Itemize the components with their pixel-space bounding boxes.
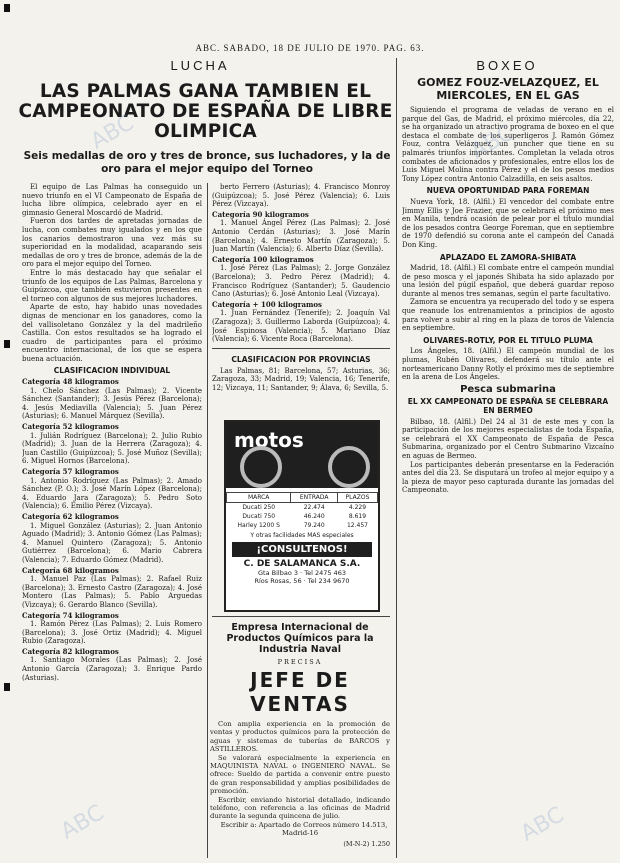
job-body-paragraph: Escribir, enviando historial detallado, indicando teléfono, con referencia a las oficinas de Madrid durante la segunda quincena de julio.	[210, 795, 390, 821]
margin-mark	[4, 340, 10, 348]
weight-category: Categoría 52 kilogramos	[22, 422, 119, 432]
category-results: 1. Manuel Paz (Las Palmas); 2. Rafael Ruiz (Barcelona); 3. Ernesto Castro (Zaragoza); 4. José Montero (Las Palmas); 5. Pablo Arguedas (Vizcaya); 6. Gerardo Blanco (Sevilla).	[22, 575, 202, 609]
price-table-header: PLAZOS	[337, 493, 377, 503]
weight-category: Categoría 82 kilogramos	[22, 646, 119, 656]
watermark: ABC	[466, 120, 519, 165]
price-table-row	[227, 521, 378, 530]
wheel-icon	[328, 446, 370, 488]
watermark: ABC	[86, 110, 139, 155]
job-apply: Escribir a: Apartado de Correos número 14.513, Madrid-16	[220, 820, 388, 838]
job-body-paragraph: Se valorará especialmente la experiencia en MAQUINISTA NAVAL o INGENIERO NAVAL. Se ofrece: Sueldo de partida a convenir entre puesto de gran responsabilidad y amplias posibilidades de promoción.	[210, 753, 390, 796]
rule	[212, 616, 390, 617]
category-results: berto Ferrero (Asturias); 4. Francisco Monroy (Guipúzcoa); 5. José Pérez (Valencia); 6. Luis Pérez (Vizcaya).	[212, 183, 390, 209]
lucha-intro-paragraph: Entre lo más destacado hay que señalar el triunfo de los equipos de Las Palmas, Barcelona y Guipúzcoa, que también estuvieron presentes en el torneo con algunos de sus mejores luchadores.	[22, 268, 202, 303]
results-list	[212, 183, 390, 343]
motos-brand: motos	[234, 428, 304, 452]
category-results: 1. Antonio Rodríguez (Las Palmas); 2. Amado Sánchez (P. O.); 3. José Marín López (Barcelona); 4. Eduardo Jara (Zaragoza); 5. Pedro Soto (Valencia); 6. Emilio Pérez (Vizcaya).	[22, 476, 202, 511]
price-table-cell: 22.474	[303, 504, 325, 511]
watermark: ABC	[56, 800, 109, 845]
price-table-cell: 12.457	[346, 522, 368, 529]
lucha-subhead: Seis medallas de oro y tres de bronce, sus luchadores, y la de oro para el mejor equipo del Torneo	[23, 150, 391, 175]
motos-cta: ¡CONSULTENOS!	[232, 542, 372, 557]
weight-category: Categoría 48 kilogramos	[22, 377, 119, 387]
pesca-paragraph: Los participantes deberán presentarse en la Federación antes del día 23. Se disputará un trofeo al mejor equipo y a la pieza de mayor peso capturada durante las jornadas del Campeonato.	[402, 460, 614, 495]
weight-category: Categoría 62 kilogramos	[22, 511, 119, 521]
weight-category: Categoría 100 kilogramos	[212, 254, 314, 264]
category-results: 1. Chelo Sánchez (Las Palmas); 2. Vicente Sánchez (Santander); 3. Jesús Pérez (Barcelona); 4. Jesús Mediavilla (Valencia); 5. Juan Pérez (Asturias); 6. Manuel Márquez (Sevilla).	[22, 386, 202, 421]
price-table-cell: Harley 1200 S	[237, 522, 280, 529]
job-advert	[210, 622, 390, 858]
rule	[212, 348, 390, 349]
category-results: 1. Juan Fernández (Tenerife); 2. Joaquín Val (Zaragoza); 3. Guillermo Laborda (Guipúzcoa); 4. José Espinosa (Valencia); 5. Mariano Díaz (Valencia); 6. Vicente Roca (Barcelona).	[212, 309, 390, 343]
section-label-boxeo: BOXEO	[476, 58, 538, 73]
price-table-header: ENTRADA	[291, 493, 338, 503]
clasificacion-individual-title: CLASIFICACION INDIVIDUAL	[53, 366, 171, 376]
boxeo-paragraph: Los Ángeles, 18. (Alfil.) El campeón mundial de los plumas, Rubén Olivares, defenderá su título ante el norteamericano Danny Rotly el próximo mes de septiembre en la arena de Los Ángeles.	[402, 347, 614, 382]
price-table-cell: Ducati 250	[242, 504, 276, 511]
weight-category: Categoría 68 kilogramos	[22, 565, 119, 575]
price-table-cell: 79.240	[303, 522, 325, 529]
watermark: ABC	[516, 802, 569, 847]
weight-category: Categoría 57 kilogramos	[22, 467, 119, 476]
pesca-section-title: Pesca submarina	[460, 383, 556, 395]
boxeo-paragraph: Siguiendo el programa de veladas de verano en el parque del Gas, de Madrid, el próximo miércoles, día 22, se ha organizado un atractivo programa de boxeo en el que destaca el combate de los superligeros J. Ramón Gómez Fouz, contra Velázquez, un puncher que tiene en su palmarés triunfos importantes. Completan la velada otros combates de aficionados y profesionales, entre ellos los de Luis Miguel Molina contra Pérez y el de los pesos medios Tony López contra Antonio Calzadilla, en seis asaltos.	[402, 106, 614, 183]
weight-category: Categoría 90 kilogramos	[212, 209, 309, 219]
section-label-lucha: LUCHA	[170, 58, 230, 73]
job-role: JEFE DE VENTAS	[250, 668, 350, 716]
category-results: 1. Manuel Ángel Pérez (Las Palmas); 2. José Antonio Cerdán (Asturias); 3. José Marín (Barcelona); 4. Ernesto Martín (Zaragoza); 5. Juan Martín (Valencia); 6. Alberto Díaz (Sevilla).	[212, 219, 390, 254]
job-ref: (M-N-2) 1.250	[343, 839, 390, 848]
boxeo-paragraph: Nueva York, 18. (Alfil.) El vencedor del combate entre Jimmy Ellis y Joe Frazier, que se celebrará el próximo mes en Manila, tendrá ocasión de pelear por el título mundial de los pesados contra George Foreman, que en septiembre de 1970 defendió su corona ante el campeón del Canadá Don King.	[402, 197, 614, 249]
motos-footnote: Y otras facilidades MAS especiales	[250, 532, 354, 539]
price-table-cell: 46.240	[303, 513, 325, 520]
category-results: 1. José Pérez (Las Palmas); 2. Jorge González (Barcelona); 3. Pedro Pérez (Madrid); 4. Francisco Rodríguez (Santander); 5. Gaudencio Cano (Asturias); 6. José Antonio Leal (Vizcaya).	[212, 264, 390, 299]
motos-price-table	[226, 492, 378, 530]
motos-advert	[224, 420, 380, 612]
motos-address: Ríos Rosas, 56 · Tel 234 9670	[254, 577, 350, 585]
boxeo-subhead: APLAZADO EL ZAMORA-SHIBATA	[439, 252, 577, 262]
boxeo-paragraph: Zamora se encuentra ya recuperado del todo y se espera que reanude los entrenamientos a principios de agosto para volver a subir al ring en la plaza de toros de Valencia en septiembre.	[402, 298, 614, 333]
category-results: 1. Julián Rodríguez (Barcelona); 2. Julio Rubio (Madrid); 3. Juan de la Herrera (Zaragoza); 4. Juan Castillo (Guipúzcoa); 5. José Muñoz (Sevilla); 6. Miguel Hornos (Barcelona).	[22, 431, 202, 466]
price-table-row	[227, 503, 378, 513]
price-table-header: MARCA	[227, 493, 291, 503]
wheel-icon	[240, 446, 282, 488]
motos-photo	[226, 422, 378, 488]
price-table-cell: 4.229	[348, 504, 367, 511]
running-head: ABC. SABADO, 18 DE JULIO DE 1970. PAG. 63.	[195, 43, 425, 53]
motos-address: Gta Bilbao 3 · Tel 2475 463	[258, 569, 346, 577]
category-results: 1. Santiago Morales (Las Palmas); 2. José Antonio García (Zaragoza); 3. Enrique Pardo (Asturias).	[22, 656, 202, 682]
pesca-paragraph: Bilbao, 18. (Alfil.) Del 24 al 31 de este mes y con la participación de los mejores especialistas de toda España, se celebrará el XX Campeonato de España de Pesca Submarina, organizado por el Centro Submarino Vizcaíno en aguas de Bermeo.	[402, 417, 614, 460]
job-body-paragraph: Con amplia experiencia en la promoción de ventas y productos químicos para la protección de aguas y sistemas de tuberías de BARCOS y ASTILLEROS.	[210, 720, 390, 754]
provincias-title: CLASIFICACION POR PROVINCIAS	[231, 355, 371, 364]
results-list	[22, 378, 202, 682]
lucha-intro-paragraph: Aparte de esto, hay habido unas novedades dignas de mencionar en los ganadores, como la del vallisoletano González y la del madrileño Castilla. Con estos resultados se ha logrado el cuadro de participantes para el próximo encuentro internacional, de los que se espera buena actuación.	[22, 303, 202, 363]
job-precisa: PRECISA	[277, 658, 323, 666]
boxeo-headline: GOMEZ FOUZ-VELAZQUEZ, EL MIERCOLES, EN EL GAS	[417, 76, 599, 102]
lucha-intro-paragraph: El equipo de Las Palmas ha conseguido un nuevo triunfo en el VI Campeonato de España de lucha libre olímpica, celebrado ayer en el gimnasio General Moscardó de Madrid.	[22, 183, 202, 217]
boxeo-column	[402, 106, 614, 858]
lucha-column-2	[212, 183, 390, 343]
boxeo-subhead: OLIVARES-ROTLY, POR EL TITULO PLUMA	[423, 335, 593, 345]
provincias-text: Las Palmas, 81; Barcelona, 57; Asturias, 36; Zaragoza, 33; Madrid, 19; Valencia, 16; Tenerife, 12; Vizcaya, 11; Santander, 9; Álava, 6; Sevilla, 5.	[212, 366, 390, 392]
corner-mark	[4, 4, 10, 12]
margin-mark	[4, 683, 10, 691]
boxeo-paragraph: Madrid, 18. (Alfil.) El combate entre el campeón mundial de peso mosca y el japonés Shibata ha sido aplazado por una lesión del púgil español, que deberá guardar reposo durante al menos tres semanas, según el parte facultativo.	[402, 264, 614, 298]
lucha-intro-paragraph: Fueron dos tardes de apretadas jornadas de lucha, con combates muy igualados y en los que los canarios demostraron una vez más su superioridad en la modalidad, acaparando seis medallas de oro y tres de bronce, además de la de oro para el mejor equipo del Torneo.	[22, 217, 202, 269]
boxeo-subhead: NUEVA OPORTUNIDAD PARA FOREMAN	[426, 186, 590, 196]
category-results: 1. Miguel González (Asturias); 2. Juan Antonio Aguado (Madrid); 3. Antonio Gómez (Las Palmas); 4. Manuel Quintero (Zaragoza); 5. Antonio Gutiérrez (Barcelona); 6. Mario Cabrera (Valencia); 7. Eduardo Gómez (Madrid).	[22, 521, 202, 564]
column-rule	[396, 58, 397, 858]
weight-category: Categoría 74 kilogramos	[22, 610, 119, 620]
pesca-subhead: EL XX CAMPEONATO DE ESPAÑA SE CELEBRARA EN BERMEO	[407, 397, 609, 415]
lucha-headline: LAS PALMAS GANA TAMBIEN EL CAMPEONATO DE ESPAÑA DE LIBRE OLIMPICA	[18, 81, 393, 142]
price-table-cell: Ducati 750	[242, 513, 276, 520]
category-results: 1. Ramón Pérez (Las Palmas); 2. Luis Romero (Barcelona); 3. José Ortiz (Madrid); 4. Miguel Rubio (Zaragoza).	[22, 620, 202, 646]
price-table-row	[227, 512, 378, 521]
price-table-cell: 8.619	[348, 513, 367, 520]
lucha-column-1	[22, 183, 202, 858]
provincias-block	[212, 352, 390, 392]
job-company: Empresa Internacional de Productos Químicos para la Industria Naval	[226, 622, 374, 655]
weight-category: Categoría + 100 kilogramos	[212, 299, 323, 309]
motos-dealer: C. DE SALAMANCA S.A.	[243, 559, 361, 569]
column-rule	[207, 183, 208, 858]
